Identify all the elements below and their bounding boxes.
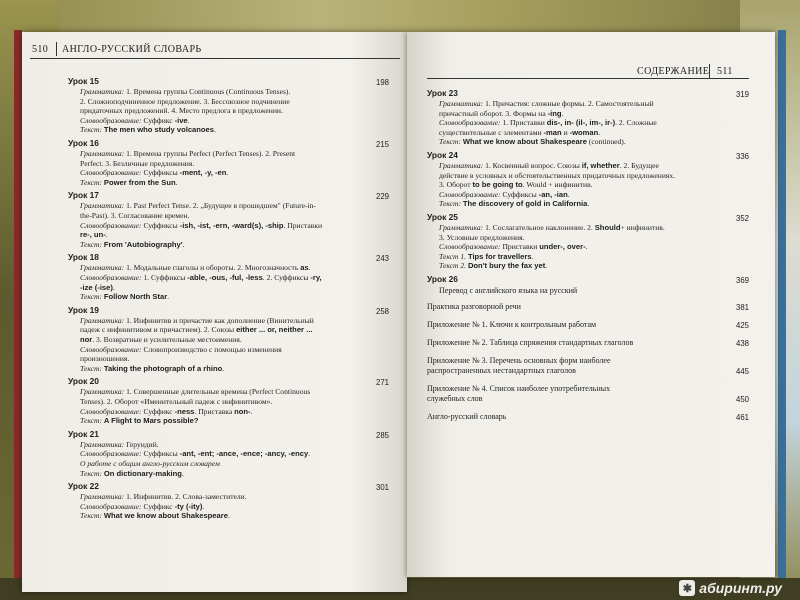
line-text: . — [182, 239, 185, 249]
left-page — [22, 32, 407, 592]
lesson-heading: Урок 23 — [427, 88, 458, 98]
line-term: What we know about Shakespeare — [103, 511, 228, 521]
appendix-title: Англо-русский словарь — [427, 412, 507, 421]
line-text: придаточных предложений. 4. Место предлога в предложении. — [80, 106, 283, 116]
line-label: Грамматика: — [80, 387, 125, 397]
line-label: Грамматика: — [439, 99, 484, 108]
toc-line — [80, 440, 380, 449]
line-label: Грамматика: — [80, 201, 125, 211]
right-page-number: 511 — [717, 66, 733, 77]
line-label: Словообразование: — [80, 406, 142, 416]
line-text: + инфинитив. — [620, 223, 665, 232]
toc-line — [439, 252, 729, 261]
line-term: as — [300, 263, 309, 273]
line-label: Текст: — [80, 125, 102, 135]
right-running-head: СОДЕРЖАНИЕ — [637, 66, 710, 77]
line-term: -ize (-ise) — [80, 282, 113, 292]
toc-line — [80, 335, 380, 344]
line-text: . — [561, 108, 564, 118]
line-text: . — [531, 251, 534, 261]
watermark-text: абиринт.ру — [699, 580, 782, 596]
line-text: падеж с инфинитивом и причастием). 2. Союзы — [80, 325, 237, 335]
line-text: . — [112, 282, 115, 292]
line-text: 1. Причастия: сложные формы. 2. Самостоятельный — [483, 99, 654, 108]
line-label: Грамматика: — [80, 439, 125, 449]
toc-line — [439, 180, 729, 189]
line-term: -an, -ian — [538, 189, 568, 199]
toc-line — [439, 171, 729, 180]
toc-line — [80, 492, 380, 501]
line-term: if, whether — [581, 161, 620, 170]
line-text: the-Past). 3. Согласование времен. — [80, 211, 190, 220]
lesson-heading: Урок 16 — [68, 138, 99, 148]
page-number: 301 — [375, 483, 389, 493]
line-text: . — [587, 199, 590, 209]
line-label: Словообразование: — [80, 449, 142, 459]
page-number: 198 — [375, 78, 389, 87]
line-text: (continued). — [586, 137, 626, 147]
line-term: On dictionary-making — [103, 468, 182, 478]
line-text: Суффиксы — [141, 168, 180, 178]
line-text: Словопроизводство с помощью изменения — [141, 344, 282, 354]
line-text: . Приставки — [283, 220, 323, 230]
line-label: Текст 1. — [439, 251, 467, 261]
line-text: . 2. Будущее — [619, 161, 659, 170]
appendix-title-cont: распространенных нестандартных глаголов — [427, 366, 576, 375]
line-text: 1. Инфинитив. 2. Слова-заместители. — [124, 492, 247, 502]
page-number: 425 — [735, 321, 749, 330]
line-term: The men who study volcanoes — [103, 125, 215, 135]
page-number: 369 — [735, 276, 749, 285]
line-text: и — [561, 127, 570, 137]
toc-line — [439, 137, 729, 146]
line-term: -woman — [569, 127, 599, 137]
line-label: Текст: — [80, 239, 102, 249]
line-text: 1. Инфинитив и причастие как дополнение (Винительный — [124, 315, 314, 325]
toc-line — [439, 161, 729, 170]
lesson-heading: Урок 17 — [68, 190, 99, 201]
toc-line — [80, 459, 380, 468]
line-label: Текст: — [80, 292, 102, 302]
toc-line — [80, 273, 380, 282]
appendix-title: Приложение № 3. Перечень основных форм наиболее — [427, 356, 611, 365]
line-text: Приставки — [500, 242, 540, 252]
toc-line — [80, 211, 380, 220]
line-text: 1. Времена группы Continuous (Continuous Tenses). — [124, 87, 291, 96]
toc-line — [80, 283, 380, 292]
toc-line — [80, 407, 380, 416]
lesson-heading: Урок 21 — [68, 428, 99, 439]
line-label: Словообразование: — [80, 115, 142, 125]
appendix-title-cont: служебных слов — [427, 394, 483, 403]
line-term: A Flight to Mars possible? — [103, 416, 199, 426]
line-text: Tenses). 2. Оборот «Именительный падеж с инфинитивом». — [80, 397, 273, 406]
toc-line — [439, 190, 729, 199]
line-text: . — [214, 125, 216, 135]
line-term: From 'Autobiography' — [103, 239, 183, 249]
toc-line — [80, 201, 380, 210]
line-label: Словообразование: — [80, 220, 142, 230]
line-term: What we know about Shakespeare — [462, 137, 587, 147]
line-term: -ness — [174, 406, 195, 416]
toc-line — [439, 261, 729, 270]
line-label: Грамматика: — [80, 149, 125, 158]
line-text: . — [545, 261, 548, 271]
page-number: 445 — [735, 367, 749, 376]
page-number: 438 — [735, 339, 749, 348]
line-text: 1. Времена группы Perfect (Perfect Tenses). 2. Present — [124, 149, 296, 158]
toc-line — [80, 316, 380, 325]
line-text: . 2. Сложные — [615, 118, 657, 128]
lesson-heading: Урок 15 — [68, 76, 99, 86]
page-number: 319 — [735, 90, 749, 99]
line-text: . — [598, 127, 601, 137]
toc-line — [80, 397, 380, 406]
line-term: The discovery of gold in California — [462, 199, 588, 209]
line-text: . 3. Возвратные и усилительные местоимения. — [92, 335, 242, 344]
line-term: -able, -ous, -ful, -less — [187, 273, 263, 282]
page-number: 461 — [735, 413, 749, 422]
line-text: Герундий. — [124, 439, 159, 449]
line-text: . — [308, 263, 311, 273]
toc-line — [80, 97, 380, 106]
page-number: 285 — [375, 430, 389, 440]
toc-line — [80, 469, 380, 478]
toc-line — [80, 106, 380, 115]
line-label: Грамматика: — [80, 492, 125, 502]
line-label: Грамматика: — [80, 87, 125, 96]
line-text: 1. Косвенный вопрос. Союзы — [483, 161, 582, 170]
line-label: Текст: — [439, 199, 461, 209]
toc-line — [439, 128, 729, 137]
line-text: 1. Past Perfect Tense. 2. „Будущее в прошедшем" (Future-in- — [124, 201, 316, 211]
lesson-heading: Урок 18 — [68, 252, 99, 263]
page-number: 243 — [375, 254, 389, 264]
toc-line — [439, 233, 729, 242]
line-text: Суффикс — [141, 406, 175, 416]
page-number: 336 — [735, 152, 749, 161]
toc-line — [80, 292, 380, 301]
line-label: Грамматика: — [80, 315, 125, 325]
appendix-title: Приложение № 4. Список наиболее употребительных — [427, 384, 611, 393]
line-text: . — [226, 168, 229, 178]
toc-line — [80, 325, 380, 334]
line-text: 1. Модальные глаголы и обороты. 2. Многозначность — [124, 263, 301, 273]
toc-line — [80, 240, 380, 249]
page-number: 271 — [375, 378, 389, 388]
line-label: Текст 2. — [439, 261, 467, 271]
toc-line — [80, 168, 380, 177]
line-term: re-, un- — [80, 230, 106, 240]
toc-line — [80, 387, 380, 396]
line-label: Текст: — [439, 137, 461, 147]
line-text: 2. Сложноподчиненное предложение. 3. Бессоюзное подчинение — [80, 96, 290, 106]
toc-line — [80, 502, 380, 511]
line-term: Follow North Star — [103, 292, 168, 302]
line-text: . — [227, 511, 230, 521]
line-term: either ... or, neither ... — [236, 325, 313, 335]
line-label: О работе с общим англо-русским словарем — [80, 459, 220, 468]
line-label: Текст: — [80, 363, 102, 373]
toc-line — [80, 87, 380, 96]
toc-line — [80, 125, 380, 134]
lesson-heading: Урок 26 — [427, 274, 458, 284]
line-text: Суффикс — [141, 501, 175, 511]
line-text: 1. Совершенные длительные времена (Perfect Continuous — [124, 387, 311, 397]
line-term: to be going to — [472, 180, 523, 190]
book-cover-edge-left — [14, 30, 22, 578]
toc-line — [80, 416, 380, 425]
header-divider — [56, 42, 57, 56]
line-term: -ment, -y, -en — [179, 168, 227, 178]
line-term: dis-, in- (il-, im-, ir-) — [546, 118, 616, 128]
line-text: . — [181, 468, 184, 478]
line-label: Грамматика: — [80, 263, 125, 273]
toc-line — [80, 364, 380, 373]
line-label: Текст: — [80, 511, 102, 521]
line-text: . — [202, 501, 205, 511]
book-cover-edge-right — [778, 30, 786, 578]
toc-line — [80, 149, 380, 158]
line-label: Словообразование: — [439, 189, 501, 199]
line-term: -ant, -ent; -ance, -ence; -ancy, -ency — [179, 449, 309, 459]
translation-note: Перевод с английского языка на русский — [439, 286, 578, 295]
line-text: . — [250, 406, 253, 416]
page-number: 352 — [735, 214, 749, 223]
page-number: 215 — [375, 140, 389, 149]
appendix-title: Практика разговорной речи — [427, 302, 521, 311]
line-text: . — [187, 115, 190, 125]
line-term: -ish, -ist, -ern, -ward(s), -ship — [179, 220, 284, 230]
left-running-head: АНГЛО-РУССКИЙ СЛОВАРЬ — [62, 44, 202, 55]
line-label: Словообразование: — [439, 242, 501, 252]
line-label: Грамматика: — [439, 223, 484, 232]
toc-line — [80, 221, 380, 230]
line-text: действие в условных и обстоятельственных придаточных предложениях. — [439, 170, 676, 180]
line-label: Словообразование: — [439, 118, 501, 128]
right-page — [407, 32, 775, 577]
line-text: . — [167, 292, 170, 302]
toc-line — [80, 511, 380, 520]
line-label: Словообразование: — [80, 344, 142, 354]
line-text: 3. Оборот — [439, 180, 473, 190]
page-number: 229 — [375, 192, 389, 202]
line-term: non- — [234, 406, 251, 416]
line-text: Суффиксы — [500, 189, 539, 199]
line-term: Tips for travellers — [467, 251, 532, 261]
toc-line — [439, 199, 729, 208]
line-text: произношения. — [80, 354, 130, 364]
line-text: Суффиксы — [141, 220, 180, 230]
page-number: 450 — [735, 395, 749, 404]
watermark — [679, 580, 782, 596]
lesson-heading: Урок 20 — [68, 376, 99, 387]
line-text: 1. Суффиксы — [141, 273, 188, 282]
line-text: 3. Условные предложения. — [439, 232, 525, 242]
header-rule — [427, 78, 749, 79]
line-term: Don't bury the fax yet — [467, 261, 546, 271]
lesson-heading: Урок 24 — [427, 150, 458, 160]
toc-line — [439, 109, 729, 118]
toc-line — [80, 263, 380, 272]
line-text: . Would + инфинитив. — [522, 180, 593, 190]
toc-line — [80, 178, 380, 187]
line-text: Perfect. 3. Безличные предложения. — [80, 158, 195, 168]
toc-line — [439, 223, 729, 232]
line-text: 1. Сослагательное наклонение. 2. — [483, 223, 595, 232]
line-term: Should — [594, 223, 621, 232]
appendix-title: Приложение № 2. Таблица спряжения стандартных глаголов — [427, 338, 634, 347]
line-text: причастный оборот. 3. Формы на — [439, 108, 548, 118]
toc-line — [80, 159, 380, 168]
page-number: 381 — [735, 303, 749, 312]
line-term: -ing — [547, 108, 562, 118]
line-label: Текст: — [80, 177, 102, 187]
line-term: under-, over- — [539, 242, 586, 252]
left-page-number: 510 — [32, 44, 49, 55]
line-text: Суффикс — [141, 115, 175, 125]
line-term: -man — [543, 127, 562, 137]
line-label: Словообразование: — [80, 273, 142, 282]
line-text: 1. Приставки — [500, 118, 547, 128]
lesson-heading: Урок 22 — [68, 481, 99, 492]
line-text: . — [222, 363, 225, 373]
line-term: -ty (-ity) — [174, 501, 203, 511]
line-term: -ry, — [310, 273, 322, 282]
line-text: . — [105, 230, 108, 240]
line-text: . — [585, 242, 588, 252]
line-term: -ive — [174, 115, 188, 125]
header-rule — [30, 58, 400, 59]
line-text: . — [308, 449, 311, 459]
toc-line — [80, 345, 380, 354]
toc-line — [80, 116, 380, 125]
appendix-title: Приложение № 1. Ключи к контрольным работам — [427, 320, 597, 329]
page-number: 258 — [375, 306, 389, 316]
line-text: существительные с элементами — [439, 127, 544, 137]
toc-line — [80, 449, 380, 458]
lesson-heading: Урок 19 — [68, 304, 99, 315]
labyrinth-logo-icon: ✱ — [679, 580, 695, 596]
line-label: Текст: — [80, 468, 102, 478]
toc-line — [439, 118, 729, 127]
line-text: . — [567, 189, 570, 199]
line-label: Текст: — [80, 416, 102, 426]
line-text: . Приставка — [194, 406, 235, 416]
line-term: Power from the Sun — [103, 177, 176, 187]
toc-line — [80, 230, 380, 239]
header-divider — [709, 64, 710, 78]
line-text: . — [175, 177, 178, 187]
line-text: . 2. Суффиксы — [262, 273, 311, 282]
lesson-heading: Урок 25 — [427, 212, 458, 222]
toc-line — [439, 242, 729, 251]
toc-line — [439, 99, 729, 108]
line-label: Словообразование: — [80, 168, 142, 178]
line-label: Грамматика: — [439, 161, 484, 170]
line-term: Taking the photograph of a rhino — [103, 363, 223, 373]
line-label: Словообразование: — [80, 501, 142, 511]
toc-line — [80, 354, 380, 363]
line-term: nor — [80, 335, 93, 344]
line-text: Суффиксы — [141, 449, 180, 459]
